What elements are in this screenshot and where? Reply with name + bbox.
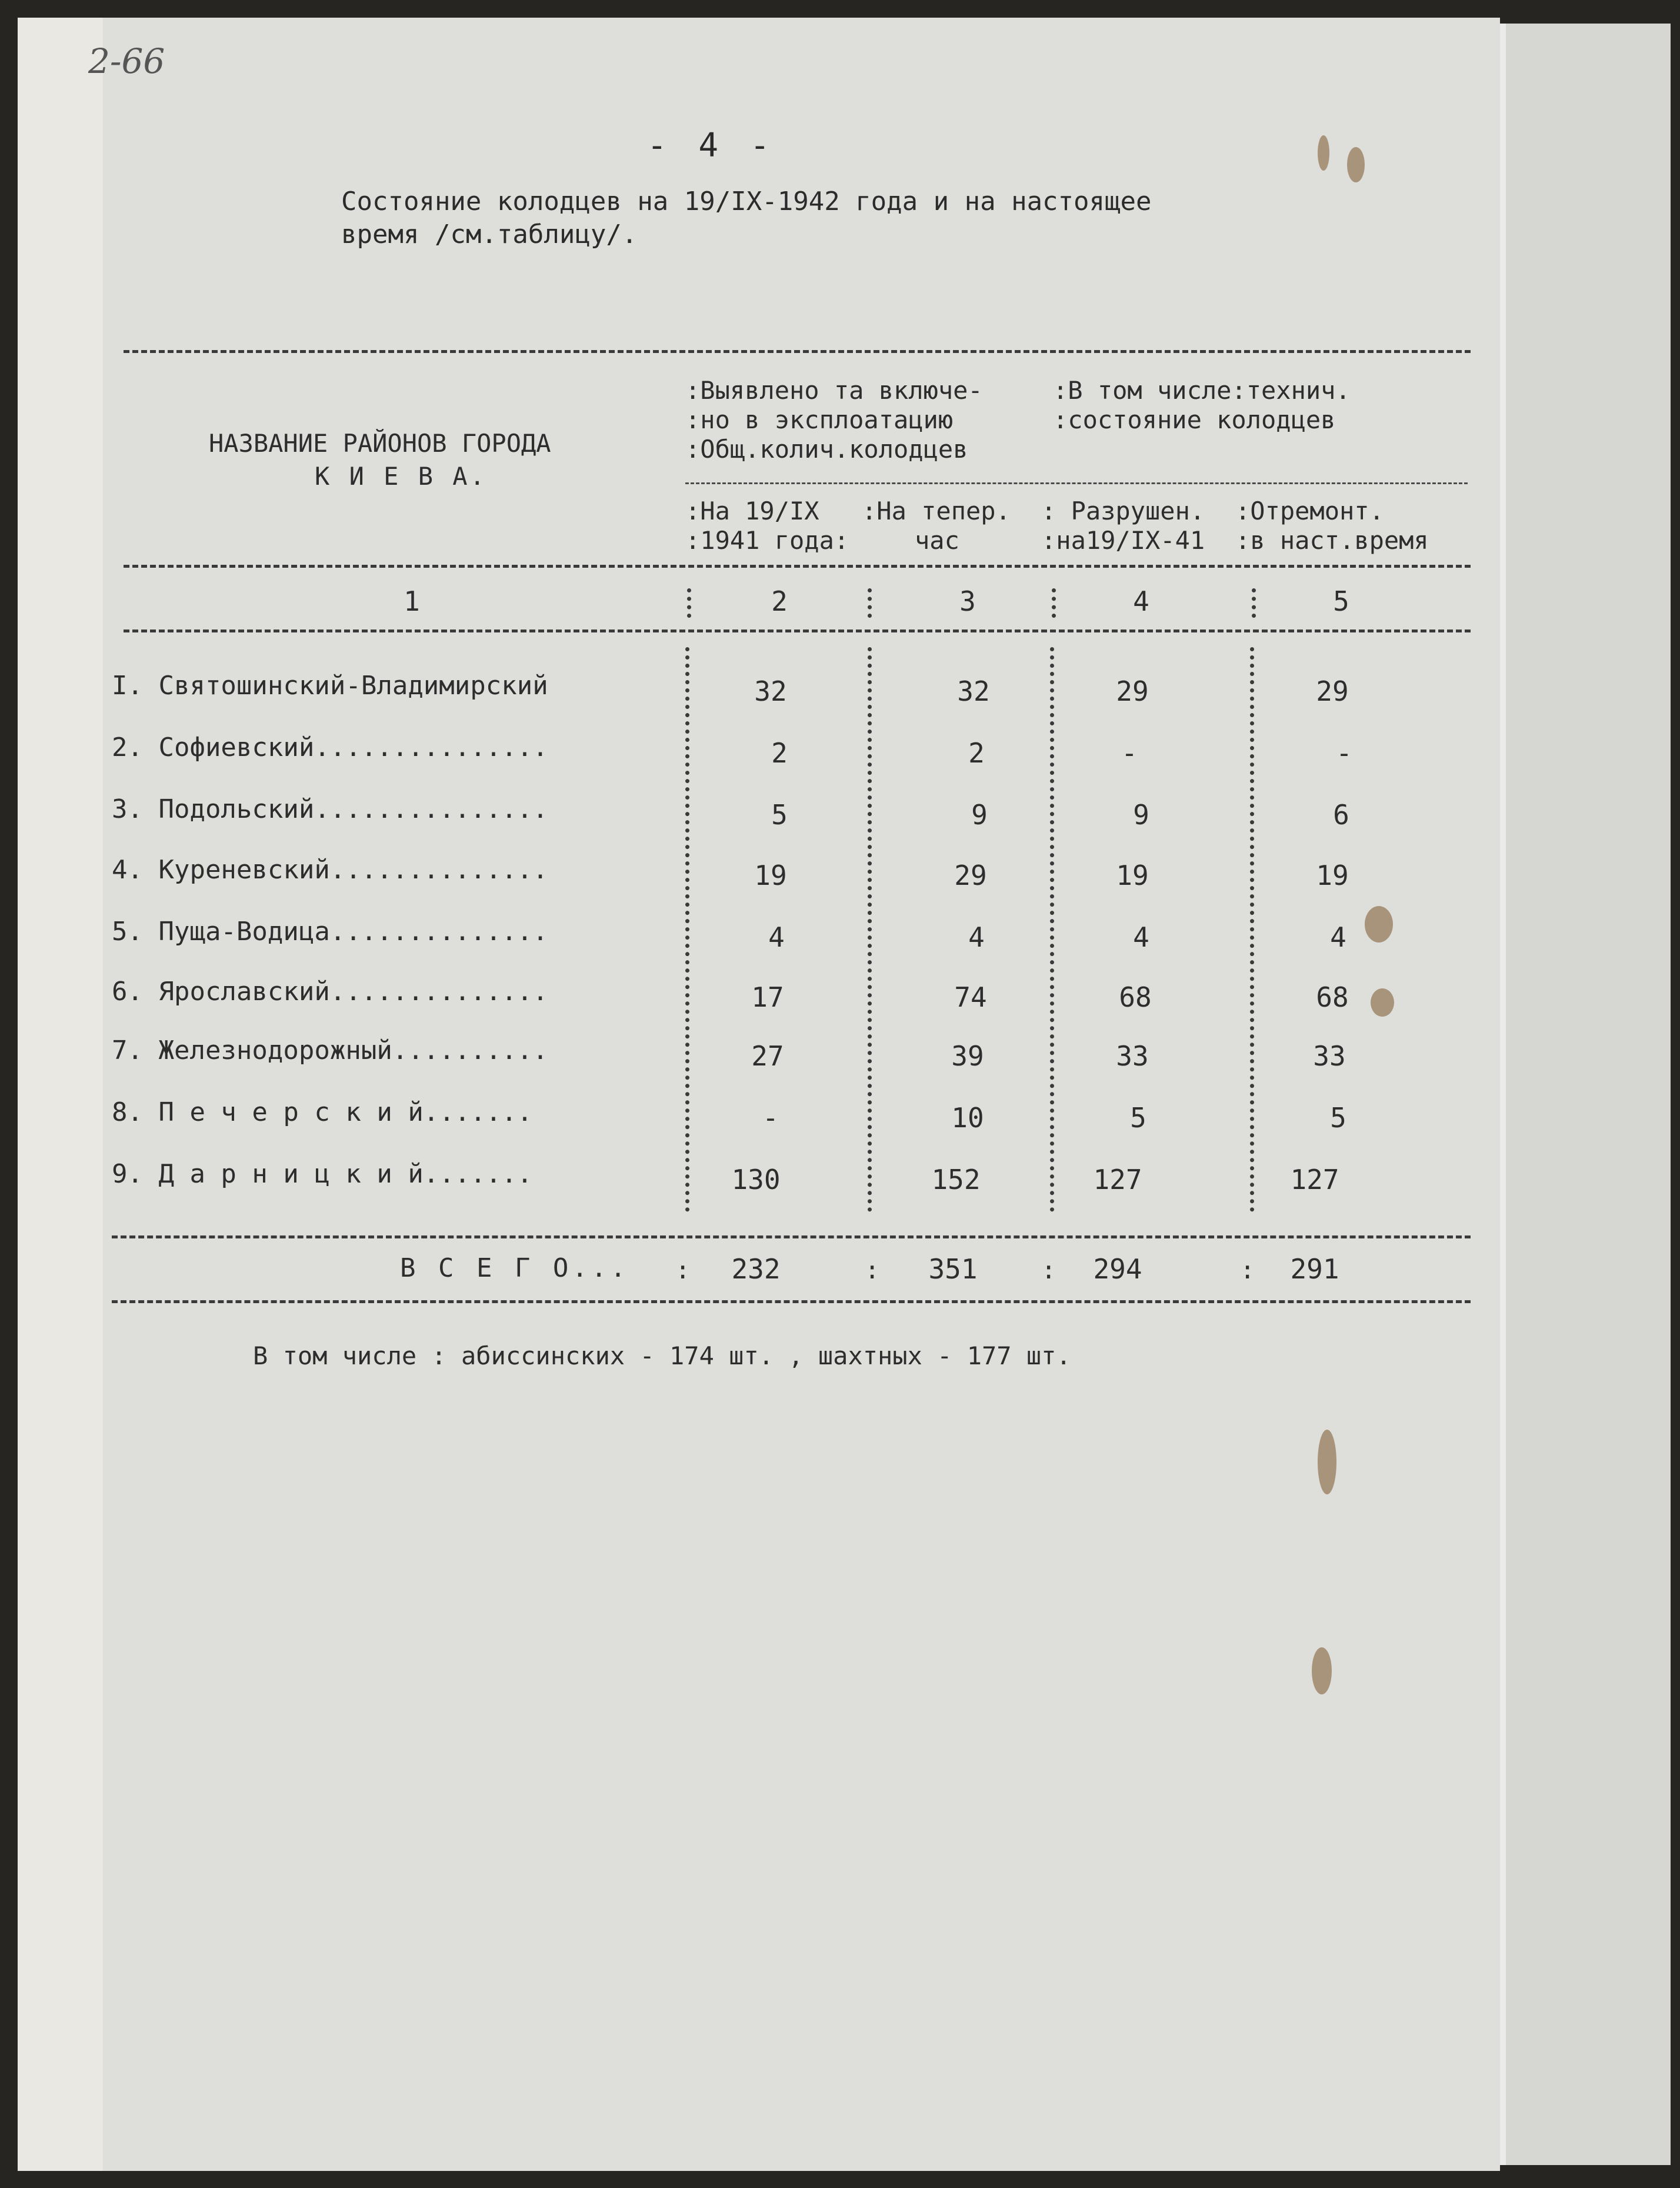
column-separator [685,647,689,1212]
district-name: 7. Железнодорожный.......... [112,1035,548,1065]
page-binding-strip [18,18,103,2171]
total-label: В С Е Г О... [400,1253,629,1283]
page-number: - 4 - [647,126,776,165]
total-separator: : [1240,1255,1255,1284]
cell-c3: 29 [954,860,987,891]
group1-header-line: :но в эксплоатацию [685,405,954,434]
total-separator: : [865,1255,880,1284]
cell-c3: 9 [971,799,988,831]
cell-c4: 29 [1116,675,1149,707]
group1-header-line: :Выявлено та включе- [685,376,983,405]
col1-header: НАЗВАНИЕ РАЙОНОВ ГОРОДА [209,429,551,458]
table-top-rule [124,350,1471,353]
col2-header: :На 19/IX [685,497,819,525]
col5-header: :в наст.время [1235,526,1429,555]
column-separator [687,588,691,618]
cell-c3: 39 [951,1040,984,1072]
column-separator [1050,647,1054,1212]
col5-header: :Отремонт. [1235,497,1384,525]
heading-line: Состояние колодцев на 19/IX-1942 года и на настоящее [341,187,1152,217]
col1-header-city: К И Е В А. [315,462,487,491]
cell-c5: - [1336,737,1352,769]
group2-header-line: :состояние колодцев [1053,405,1336,434]
column-separator [1250,647,1254,1212]
footnote: В том числе : абиссинских - 174 шт. , шахтных - 177 шт. [253,1341,1071,1370]
group1-header-line: :Общ.колич.колодцев [685,435,968,464]
cell-c5: 33 [1313,1040,1346,1072]
cell-c2: 130 [731,1164,781,1195]
col4-header: : Разрушен. [1041,497,1205,525]
district-name: 4. Куреневский.............. [112,855,548,885]
cell-c5: 5 [1330,1102,1346,1134]
cell-c5: 6 [1333,799,1349,831]
cell-c2: 17 [751,981,784,1013]
cell-c5: 19 [1316,860,1349,891]
col3-header: :На тепер. [862,497,1011,525]
col-number: 2 [771,585,788,617]
cell-c4: 33 [1116,1040,1149,1072]
cell-c2: 2 [771,737,788,769]
cell-c4: 4 [1133,921,1149,953]
total-bottom-rule [112,1300,1471,1303]
district-name: 8. П е ч е р с к и й....... [112,1097,533,1127]
total-c5: 291 [1290,1253,1339,1285]
cell-c4: - [1121,737,1138,769]
rust-stain [1318,1430,1336,1494]
cell-c2: 32 [754,675,787,707]
cell-c2: 19 [754,860,787,891]
district-name: 5. Пуща-Водица.............. [112,917,548,947]
col-number: 4 [1133,585,1149,617]
archive-mark: 2-66 [88,41,165,81]
district-name: I. Святошинский-Владимирский [112,671,548,701]
col-number: 3 [959,585,976,617]
col2-header: :1941 года: [685,526,849,555]
group2-header-line: :В том числе:технич. [1053,376,1351,405]
total-top-rule [112,1235,1471,1238]
cell-c3: 4 [968,921,985,953]
cell-c5: 68 [1316,981,1349,1013]
district-name: 9. Д а р н и ц к и й....... [112,1159,533,1189]
cell-c3: 2 [968,737,985,769]
col4-header: :на19/IX-41 [1041,526,1205,555]
col3-header: час [915,526,959,555]
cell-c2: - [762,1102,779,1134]
heading-line: время /см.таблицу/. [341,219,638,249]
ink-mark [1318,135,1329,171]
column-number-rule [124,630,1471,632]
total-separator: : [1041,1255,1056,1284]
cell-c4: 5 [1130,1102,1146,1134]
cell-c4: 9 [1133,799,1149,831]
cell-c3: 32 [957,675,990,707]
cell-c2: 27 [751,1040,784,1072]
district-name: 3. Подольский............... [112,794,548,824]
column-separator [1252,588,1256,618]
district-name: 6. Ярославский.............. [112,977,548,1007]
cell-c4: 127 [1093,1164,1142,1195]
col-number: 5 [1333,585,1349,617]
total-separator: : [675,1255,691,1284]
cell-c3: 10 [951,1102,984,1134]
total-c2: 232 [731,1253,781,1285]
col-number: 1 [404,585,420,617]
cell-c2: 5 [771,799,788,831]
cell-c3: 74 [954,981,987,1013]
rust-stain [1312,1647,1332,1694]
document-heading [341,185,1341,251]
column-separator [1052,588,1056,618]
column-separator [868,588,872,618]
header-bottom-rule [124,565,1471,568]
ink-mark [1347,147,1365,182]
cell-c5: 29 [1316,675,1349,707]
total-c3: 351 [928,1253,978,1285]
document-page [18,18,1500,2171]
cell-c4: 19 [1116,860,1149,891]
total-c4: 294 [1093,1253,1142,1285]
cell-c2: 4 [768,921,785,953]
subheader-rule [685,482,1468,484]
district-name: 2. Софиевский............... [112,732,548,762]
column-separator [868,647,872,1212]
cell-c5: 127 [1290,1164,1339,1195]
cell-c3: 152 [931,1164,981,1195]
cell-c5: 4 [1330,921,1346,953]
cell-c4: 68 [1119,981,1152,1013]
